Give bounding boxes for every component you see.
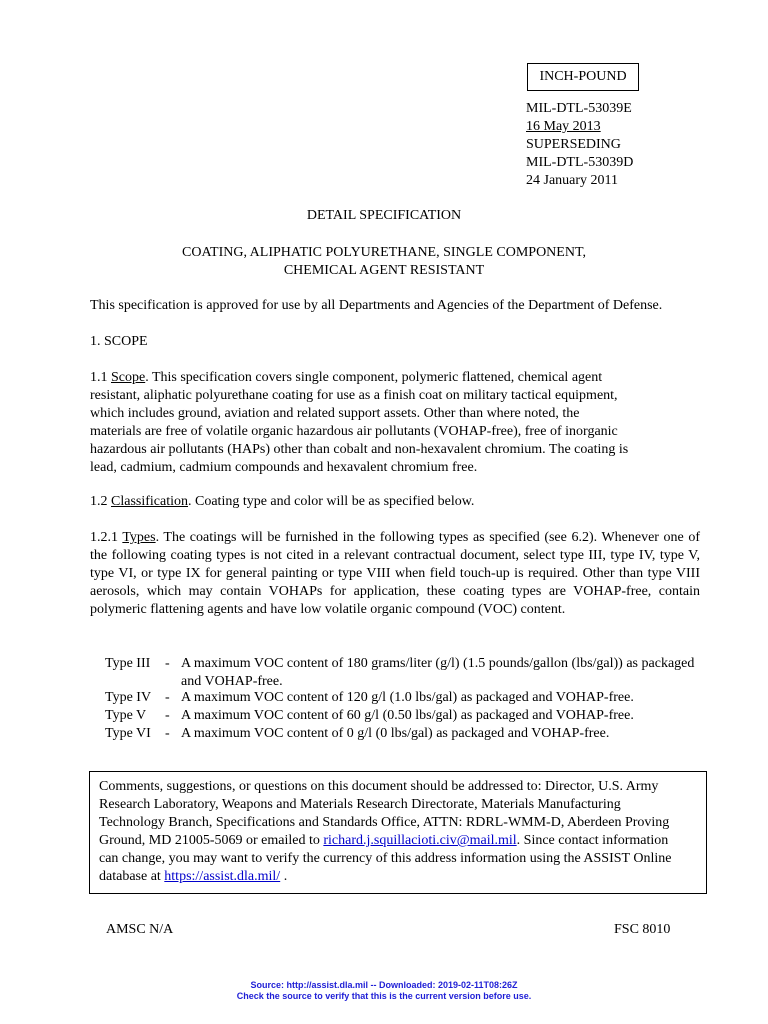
comments-text: .	[280, 869, 288, 884]
comments-text: Ground, MD 21005-5069 or emailed to	[99, 833, 324, 848]
paragraph-number: 1.2.1	[90, 530, 123, 545]
paragraph-1-1-line: resistant, aliphatic polyurethane coating for use as a finish coat on military tactical equipment,	[90, 388, 618, 403]
type-description: A maximum VOC content of 0 g/l (0 lbs/gal) as packaged and VOHAP-free.	[181, 726, 610, 741]
comments-line	[99, 832, 698, 850]
approval-statement: This specification is approved for use by all Departments and Agencies of the Department of Defense.	[90, 298, 663, 313]
fsc-label: FSC 8010	[614, 922, 671, 937]
type-dash: -	[165, 656, 170, 671]
type-dash: -	[165, 690, 170, 705]
type-row	[105, 725, 705, 743]
comments-line: Research Laboratory, Weapons and Materials Research Directorate, Materials Manufacturing	[99, 797, 621, 812]
type-description: A maximum VOC content of 60 g/l (0.50 lbs/gal) as packaged and VOHAP-free.	[181, 708, 634, 723]
comments-line	[99, 868, 698, 886]
type-name: Type IV	[105, 690, 152, 705]
type-name: Type V	[105, 708, 147, 723]
doc-id: MIL-DTL-53039E	[526, 101, 632, 116]
superseded-date: 24 January 2011	[526, 173, 619, 188]
paragraph-1-1-line: hazardous air pollutants (HAPs) other than cobalt and non-hexavalent chromium. The coating is	[90, 442, 629, 457]
paragraph-1-2-1	[90, 529, 700, 619]
comments-line: Comments, suggestions, or questions on this document should be addressed to: Director, U.S. Army	[99, 779, 659, 794]
type-name: Type VI	[105, 726, 151, 741]
superseding-label: SUPERSEDING	[526, 137, 621, 152]
amsc-label: AMSC N/A	[106, 922, 174, 937]
type-description: A maximum VOC content of 180 grams/liter (g/l) (1.5 pounds/gallon (lbs/gal)) as packaged and VOHAP-free.	[181, 656, 695, 689]
spec-type-heading: DETAIL SPECIFICATION	[306, 208, 462, 223]
paragraph-text: . The coatings will be furnished in the following types as specified (see 6.2). Whenever one of the following coating types is not cited in a relevant contractual document, select type III, type IV, type V, type VI, or type IX for general painting or type VIII when field touch-up is required. Other than type VIII aerosols, which may contain VOHAPs for application, these coating types are VOHAP-free, contain polymeric flattening agents and have low volatile organic compound (VOC) content.	[90, 530, 701, 617]
comments-text: database at	[99, 869, 165, 884]
comments-line: Technology Branch, Specifications and Standards Office, ATTN: RDRL-WMM-D, Aberdeen Proving	[99, 815, 670, 830]
assist-url-link[interactable]: https://assist.dla.mil/	[164, 869, 281, 884]
type-dash: -	[165, 708, 170, 723]
paragraph-1-1-line: lead, cadmium, cadmium compounds and hexavalent chromium free.	[90, 460, 478, 475]
paragraph-number: 1.2	[90, 494, 111, 509]
comments-line: can change, you may want to verify the currency of this address information using the ASSIST Online	[99, 851, 672, 866]
type-description: A maximum VOC content of 120 g/l (1.0 lbs/gal) as packaged and VOHAP-free.	[181, 690, 634, 705]
paragraph-1-2	[90, 493, 702, 511]
paragraph-1-1-line: which includes ground, aviation and related support assets. Other than where noted, the	[90, 406, 580, 421]
title-line-1: COATING, ALIPHATIC POLYURETHANE, SINGLE COMPONENT,	[182, 245, 586, 260]
type-dash: -	[165, 726, 170, 741]
title-line-2: CHEMICAL AGENT RESISTANT	[283, 263, 485, 278]
inch-pound-box: INCH-POUND	[527, 63, 639, 91]
section-1-heading: 1. SCOPE	[90, 334, 148, 349]
source-footer-line-2: Check the source to verify that this is the current version before use.	[236, 991, 532, 1001]
paragraph-1-1-line: materials are free of volatile organic hazardous air pollutants (VOHAP-free), free of inorganic	[90, 424, 618, 439]
paragraph-title: Classification	[111, 494, 188, 509]
comments-text: . Since contact information	[516, 833, 669, 848]
type-row	[105, 655, 705, 691]
paragraph-number: 1.1	[90, 370, 111, 385]
email-link[interactable]: richard.j.squillacioti.civ@mail.mil	[323, 833, 517, 848]
paragraph-1-1-line	[90, 369, 730, 387]
doc-date: 16 May 2013	[526, 119, 601, 134]
paragraph-text: . Coating type and color will be as specified below.	[188, 494, 475, 509]
type-row	[105, 707, 705, 725]
comments-box	[89, 771, 707, 894]
paragraph-title: Scope	[111, 370, 146, 385]
paragraph-text: . This specification covers single component, polymeric flattened, chemical agent	[145, 370, 603, 385]
superseded-id: MIL-DTL-53039D	[526, 155, 634, 170]
type-row	[105, 689, 705, 707]
type-name: Type III	[105, 656, 151, 671]
paragraph-1-1	[90, 369, 730, 477]
source-footer-line-1: Source: http://assist.dla.mil -- Downloaded: 2019-02-11T08:26Z	[250, 980, 518, 990]
paragraph-title: Types	[122, 530, 156, 545]
